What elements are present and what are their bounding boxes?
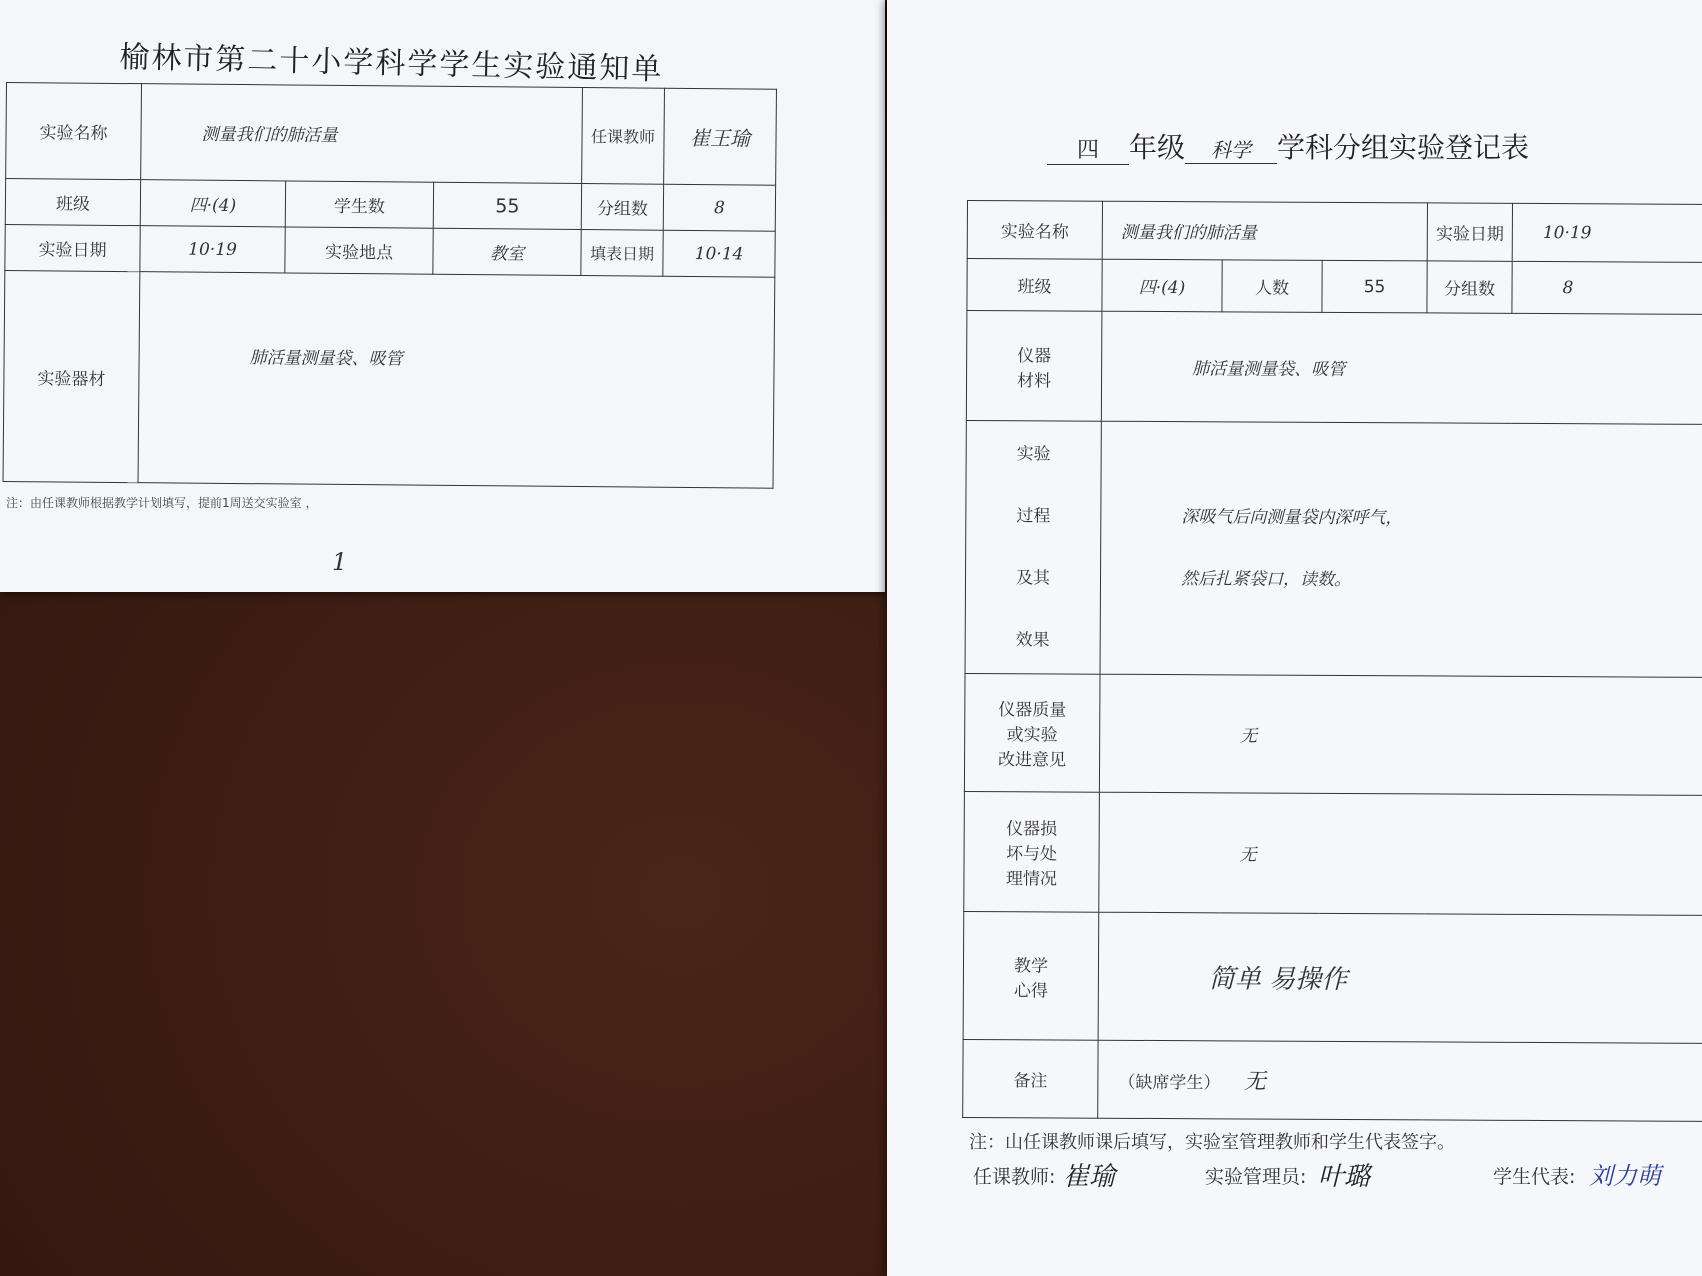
record-process-label-line2: 过程 [1016,506,1051,527]
notice-groups-label: 分组数 [581,184,663,231]
record-damage-label-line1: 仪器损 [1006,819,1058,840]
record-materials-value: 肺活量测量袋、吸管 [1101,311,1702,424]
record-title [1047,126,1529,166]
record-reflection-label-line2: 心得 [1013,980,1048,1001]
notice-equipment-value: 肺活量测量袋、吸管 [138,272,775,489]
notice-name-value: 测量我们的肺活量 [141,84,583,184]
notice-footnote: 注：由任课教师根据教学计划填写，提前1周送交实验室 ， [6,496,318,510]
record-quality-label-line2: 或实验 [1006,725,1058,746]
record-quality-label [964,673,1100,792]
record-grade-label: 年级 [1129,131,1186,164]
record-damage-label-line3: 理情况 [1005,869,1057,890]
notice-table [3,82,776,489]
notice-title: 榆林市第二十小学科学学生实验通知单 [119,39,664,88]
record-grade-value: 四 [1047,133,1129,165]
student-signature-label: 学生代表: [1493,1166,1576,1188]
record-process-value [1100,421,1702,677]
record-damage-label-line2: 坏与处 [1006,844,1058,865]
record-process-line1: 深吸气后向测量袋内深呼气， [1181,507,1403,529]
record-name-label: 实验名称 [967,201,1102,260]
notice-location-label: 实验地点 [285,227,433,274]
record-date-label: 实验日期 [1427,203,1512,261]
record-groups-value: 8 [1512,261,1702,314]
record-footnote: 注：山任课教师课后填写，实验室管理教师和学生代表签字。 [969,1132,1455,1153]
record-materials-label-line1: 仪器 [1017,345,1052,366]
notice-students-value: 55 [433,182,581,229]
record-date-value: 10·19 [1512,203,1702,262]
record-process-label-line4: 效果 [1015,630,1050,651]
notice-sheet [0,0,885,592]
record-sheet [887,0,1702,1276]
record-reflection-value: 简单 易操作 [1098,912,1702,1043]
notice-class-value: 四·(4) [140,180,285,227]
notice-name-label: 实验名称 [6,83,142,180]
notice-location-value: 教室 [433,228,581,275]
record-quality-value: 无 [1099,674,1702,795]
record-reflection-label-line1: 教学 [1013,955,1049,976]
record-class-value: 四·(4) [1102,259,1222,312]
record-process-label-line3: 及其 [1015,568,1051,589]
record-people-label: 人数 [1222,260,1322,313]
record-process-label [965,420,1101,674]
record-groups-label: 分组数 [1427,261,1512,313]
notice-teacher-value: 崔王瑜 [664,88,777,185]
record-quality-label-line1: 仪器质量 [998,700,1067,721]
record-process-line2: 然后扎紧袋口，读数。 [1180,569,1352,591]
record-table [962,200,1702,1122]
record-subject-value: 科学 [1185,134,1277,164]
record-quality-label-line3: 改进意见 [998,750,1067,771]
notice-date-label: 实验日期 [5,224,140,271]
notice-date-value: 10·19 [140,226,285,273]
admin-signature-label: 实验管理员: [1205,1166,1307,1188]
notice-equipment-label: 实验器材 [3,270,140,482]
record-people-value: 55 [1322,260,1427,313]
record-reflection-label [963,911,1099,1040]
notice-teacher-label: 任课教师 [582,88,665,185]
notice-fill-date-value: 10·14 [663,230,775,277]
record-absent-value: 无 [1243,1069,1266,1095]
record-remarks-value [1098,1040,1702,1121]
admin-signature: 叶璐 [1318,1162,1371,1192]
notice-students-label: 学生数 [285,181,433,228]
notice-fill-date-label: 填表日期 [581,230,663,277]
pen-mark: 1 [332,548,348,576]
record-materials-label [966,311,1102,422]
record-materials-label-line2: 材料 [1017,370,1052,391]
record-damage-label [964,791,1100,912]
notice-groups-value: 8 [663,184,775,231]
teacher-signature: 崔瑜 [1063,1162,1116,1192]
record-name-value: 测量我们的肺活量 [1102,201,1427,261]
record-remarks-label: 备注 [963,1039,1098,1118]
record-damage-value: 无 [1099,792,1702,915]
student-signature: 刘力萌 [1589,1162,1661,1190]
record-class-label: 班级 [967,259,1102,312]
record-absent-label: （缺席学生） [1118,1072,1221,1094]
record-subject-label: 学科分组实验登记表 [1277,131,1530,164]
notice-class-label: 班级 [5,179,140,226]
record-process-label-line1: 实验 [1016,444,1051,465]
teacher-signature-label: 任课教师: [973,1166,1056,1188]
